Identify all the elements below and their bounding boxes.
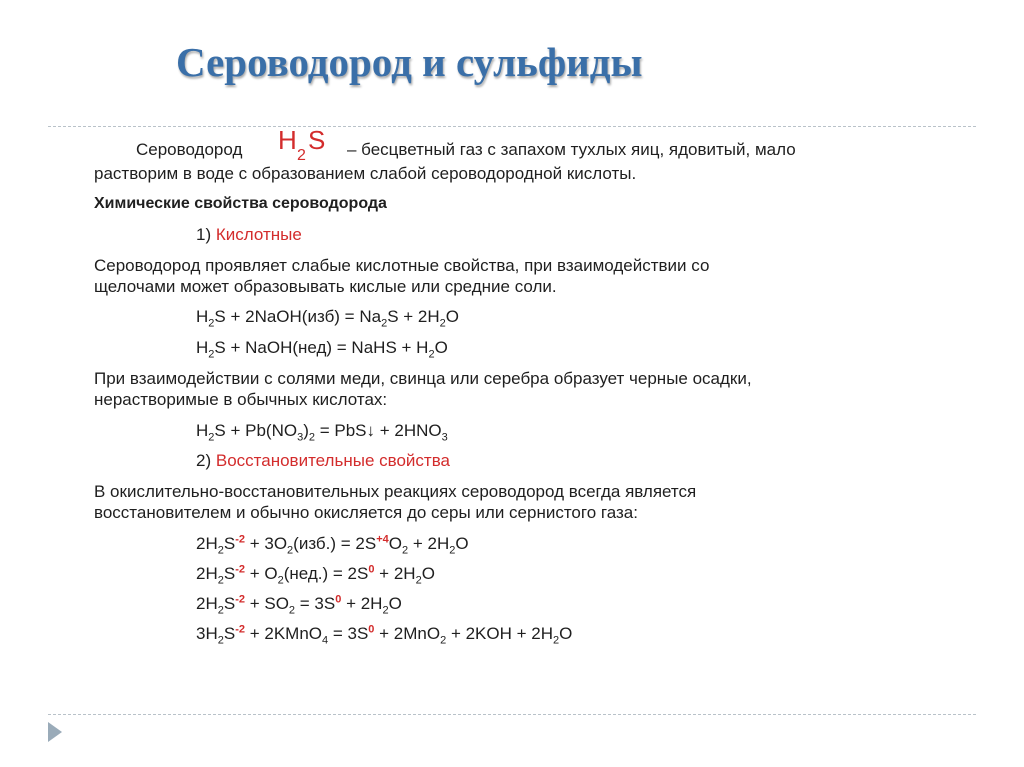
slide-title: Сероводород и сульфиды: [176, 39, 643, 85]
eq-sub: 4: [322, 634, 329, 647]
eq-part: O: [388, 594, 402, 613]
eq-sub: 2: [553, 634, 560, 647]
formula-h: H: [278, 125, 297, 155]
oxidation-state: 0: [368, 623, 375, 636]
eq-part: 2H: [196, 534, 218, 553]
eq-sub: 2: [217, 574, 224, 587]
eq-sub: 2: [217, 604, 224, 617]
eq-part: S + Pb(NO: [214, 421, 298, 440]
intro-word: Сероводород: [136, 140, 243, 159]
acid-desc-2: щелочами может образовывать кислые или средние соли.: [94, 277, 557, 296]
eq-sub: 2: [382, 604, 389, 617]
redox-equation-3: [196, 593, 402, 617]
bottom-divider: [48, 714, 976, 715]
eq-sub: 2: [381, 317, 388, 330]
acid-equation-1: [196, 307, 460, 330]
eq-part: S: [223, 564, 236, 583]
eq-part: H: [196, 307, 209, 326]
eq-part: O: [421, 564, 435, 583]
eq-part: O: [388, 534, 403, 553]
eq-sub: 2: [208, 348, 215, 361]
eq-part: (изб.) = 2S: [293, 534, 377, 553]
acid-heading: [196, 225, 302, 245]
eq-part: + SO: [244, 594, 289, 613]
oxidation-state: +4: [376, 533, 389, 546]
h2s-formula: [278, 125, 338, 166]
eq-sub: 2: [208, 317, 215, 330]
redox-equation-1: [196, 533, 469, 557]
eq-part: + 3O: [244, 534, 288, 553]
play-arrow-icon: [48, 722, 62, 742]
acid-equation-3: [196, 421, 448, 444]
eq-part: S + 2H: [387, 307, 440, 326]
redox-desc-1: В окислительно-восстановительных реакциях сероводород всегда является: [94, 482, 697, 501]
eq-part: 2H: [196, 594, 218, 613]
eq-part: = PbS↓ + 2HNO: [315, 421, 442, 440]
oxidation-state: 0: [335, 593, 342, 606]
eq-part: H: [196, 338, 209, 357]
intro-line-1: [136, 140, 242, 160]
eq-part: 3H: [196, 624, 218, 643]
eq-part: S: [223, 534, 236, 553]
eq-sub: 3: [441, 431, 448, 444]
acid-desc-1: Сероводород проявляет слабые кислотные свойства, при взаимодействии со: [94, 256, 710, 275]
acid-label: Кислотные: [215, 225, 302, 244]
section-heading: Химические свойства сероводорода: [94, 195, 387, 212]
eq-part: H: [196, 421, 209, 440]
oxidation-state: -2: [235, 593, 245, 606]
oxidation-state: -2: [235, 563, 245, 576]
eq-part: = 3S: [295, 594, 336, 613]
eq-sub: 2: [287, 544, 294, 557]
acid-desc-4: нерастворимые в обычных кислотах:: [94, 390, 388, 409]
eq-part: 2H: [196, 564, 218, 583]
eq-part: + 2KOH + 2H: [446, 624, 553, 643]
oxidation-state: 0: [368, 563, 375, 576]
eq-part: O: [559, 624, 573, 643]
redox-num: 2): [196, 451, 212, 470]
eq-sub: 2: [217, 544, 224, 557]
intro-text-2: растворим в воде с образованием слабой сероводородной кислоты.: [94, 164, 637, 183]
eq-part: + O: [244, 564, 278, 583]
acid-equation-2: [196, 338, 448, 361]
eq-sub: 2: [440, 634, 447, 647]
eq-sub: 2: [428, 348, 435, 361]
formula-s: S: [308, 125, 326, 155]
eq-sub: 2: [217, 634, 224, 647]
intro-text-1: – бесцветный газ с запахом тухлых яиц, ядовитый, мало: [347, 140, 796, 159]
acid-num: 1): [196, 225, 212, 244]
eq-sub: 2: [277, 574, 284, 587]
eq-part: + 2H: [374, 564, 416, 583]
eq-part: O: [455, 534, 469, 553]
redox-equation-4: [196, 623, 573, 647]
formula-sub: 2: [297, 147, 306, 164]
eq-part: S: [223, 594, 236, 613]
eq-sub: 2: [208, 431, 215, 444]
eq-part: S + NaOH(нед) = NaHS + H: [214, 338, 429, 357]
redox-desc-2: восстановителем и обычно окисляется до серы или сернистого газа:: [94, 503, 638, 522]
eq-sub: 2: [439, 317, 446, 330]
eq-sub: 3: [297, 431, 304, 444]
eq-sub: 2: [415, 574, 422, 587]
eq-part: (нед.) = 2S: [283, 564, 369, 583]
oxidation-state: -2: [235, 533, 245, 546]
eq-part: O: [445, 307, 460, 326]
eq-part: + 2KMnO: [244, 624, 322, 643]
redox-equation-2: [196, 563, 435, 587]
redox-heading: [196, 451, 450, 471]
eq-part: O: [434, 338, 448, 357]
oxidation-state: -2: [235, 623, 245, 636]
eq-part: = 3S: [328, 624, 369, 643]
eq-part: + 2MnO: [374, 624, 441, 643]
redox-label: Восстановительные свойства: [215, 451, 450, 470]
top-divider: [48, 126, 976, 127]
eq-part: S + 2NaOH(изб) = Na: [214, 307, 382, 326]
eq-part: ): [303, 421, 309, 440]
eq-sub: 2: [449, 544, 456, 557]
eq-part: + 2H: [341, 594, 383, 613]
acid-desc-3: При взаимодействии с солями меди, свинца или серебра образует черные осадки,: [94, 369, 752, 388]
eq-part: S: [223, 624, 236, 643]
eq-sub: 2: [308, 431, 315, 444]
eq-sub: 2: [288, 604, 296, 617]
eq-part: + 2H: [408, 534, 450, 553]
eq-sub: 2: [402, 544, 409, 557]
